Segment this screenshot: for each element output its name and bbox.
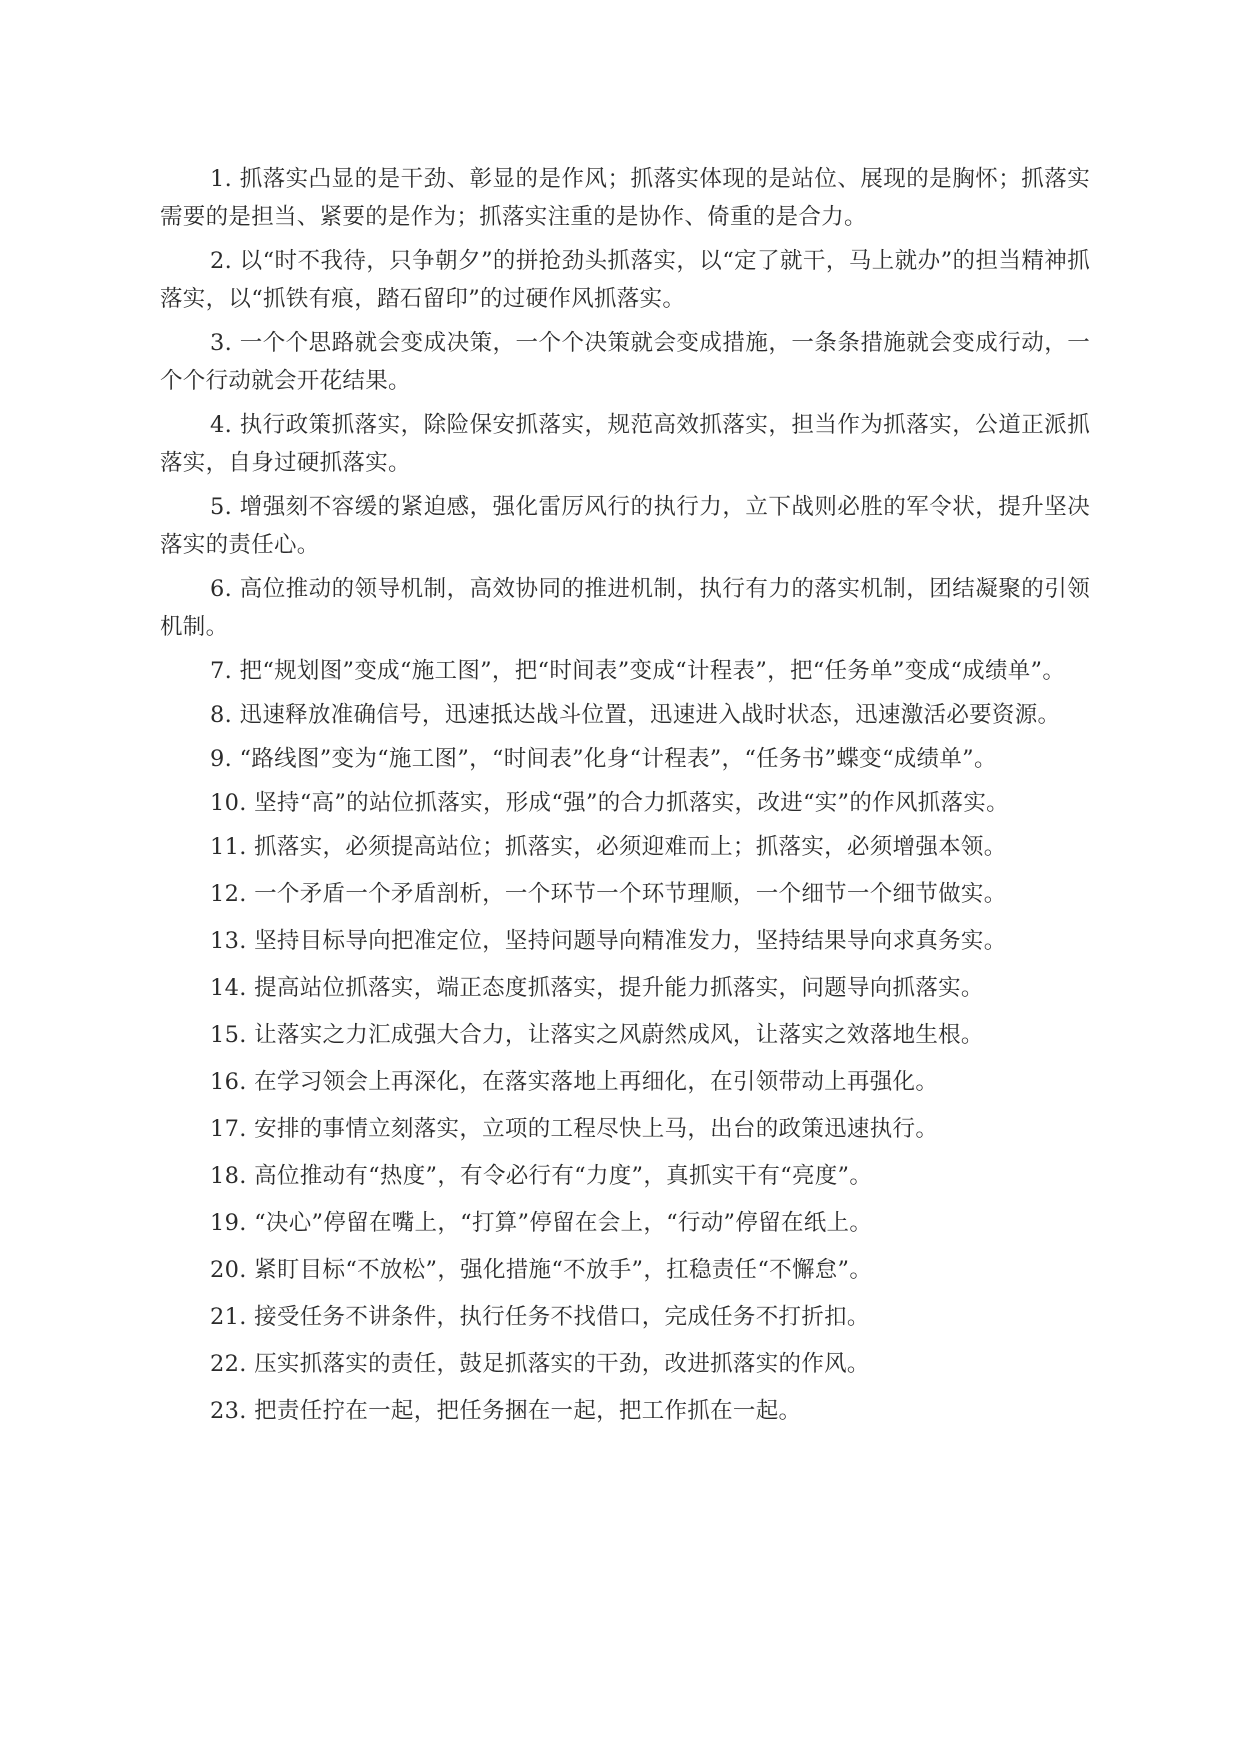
list-item-23: 23. 把责任拧在一起，把任务捆在一起，把工作抓在一起。 xyxy=(210,1398,802,1424)
list-item-3: 3. 一个个思路就会变成决策，一个个决策就会变成措施，一条条措施就会变成行动，一个个行动就会开花结果。 xyxy=(160,330,1090,394)
list-item-18: 18. 高位推动有“热度”，有令必行有“力度”，真抓实干有“亮度”。 xyxy=(210,1163,873,1189)
list-item-1: 1. 抓落实凸显的是干劲、彰显的是作风；抓落实体现的是站位、展现的是胸怀；抓落实需要的是担当、紧要的是作为；抓落实注重的是协作、倚重的是合力。 xyxy=(160,166,1090,230)
document-body xyxy=(160,160,1090,1439)
list-item-14: 14. 提高站位抓落实，端正态度抓落实，提升能力抓落实，问题导向抓落实。 xyxy=(210,975,984,1001)
list-item-9: 9. “路线图”变为“施工图”，“时间表”化身“计程表”，“任务书”蝶变“成绩单”。 xyxy=(210,746,997,772)
list-item-17: 17. 安排的事情立刻落实，立项的工程尽快上马，出台的政策迅速执行。 xyxy=(210,1116,939,1142)
list-item-5: 5. 增强刻不容缓的紧迫感，强化雷厉风行的执行力，立下战则必胜的军令状，提升坚决落实的责任心。 xyxy=(160,494,1090,558)
list-item-15: 15. 让落实之力汇成强大合力，让落实之风蔚然成风，让落实之效落地生根。 xyxy=(210,1022,984,1048)
list-item-10: 10. 坚持“高”的站位抓落实，形成“强”的合力抓落实，改进“实”的作风抓落实。 xyxy=(210,790,1009,816)
list-item-13: 13. 坚持目标导向把准定位，坚持问题导向精准发力，坚持结果导向求真务实。 xyxy=(210,928,1007,954)
list-item-21: 21. 接受任务不讲条件，执行任务不找借口，完成任务不打折扣。 xyxy=(210,1304,870,1330)
list-item-22: 22. 压实抓落实的责任，鼓足抓落实的干劲，改进抓落实的作风。 xyxy=(210,1351,870,1377)
list-item-2: 2. 以“时不我待，只争朝夕”的拼抢劲头抓落实，以“定了就干，马上就办”的担当精神抓落实，以“抓铁有痕，踏石留印”的过硬作风抓落实。 xyxy=(160,248,1090,312)
list-item-6: 6. 高位推动的领导机制，高效协同的推进机制，执行有力的落实机制，团结凝聚的引领机制。 xyxy=(160,576,1090,640)
list-item-4: 4. 执行政策抓落实，除险保安抓落实，规范高效抓落实，担当作为抓落实，公道正派抓落实，自身过硬抓落实。 xyxy=(160,412,1090,476)
list-item-12: 12. 一个矛盾一个矛盾剖析，一个环节一个环节理顺，一个细节一个细节做实。 xyxy=(210,881,1007,907)
list-item-19: 19. “决心”停留在嘴上，“打算”停留在会上，“行动”停留在纸上。 xyxy=(210,1210,873,1236)
list-item-7: 7. 把“规划图”变成“施工图”，把“时间表”变成“计程表”，把“任务单”变成“成绩单”。 xyxy=(210,658,1066,684)
list-item-20: 20. 紧盯目标“不放松”，强化措施“不放手”，扛稳责任“不懈怠”。 xyxy=(210,1257,873,1283)
list-item-16: 16. 在学习领会上再深化，在落实落地上再细化，在引领带动上再强化。 xyxy=(210,1069,939,1095)
list-item-11: 11. 抓落实，必须提高站位；抓落实，必须迎难而上；抓落实，必须增强本领。 xyxy=(210,834,1007,860)
list-item-8: 8. 迅速释放准确信号，迅速抵达战斗位置，迅速进入战时状态，迅速激活必要资源。 xyxy=(210,702,1061,728)
